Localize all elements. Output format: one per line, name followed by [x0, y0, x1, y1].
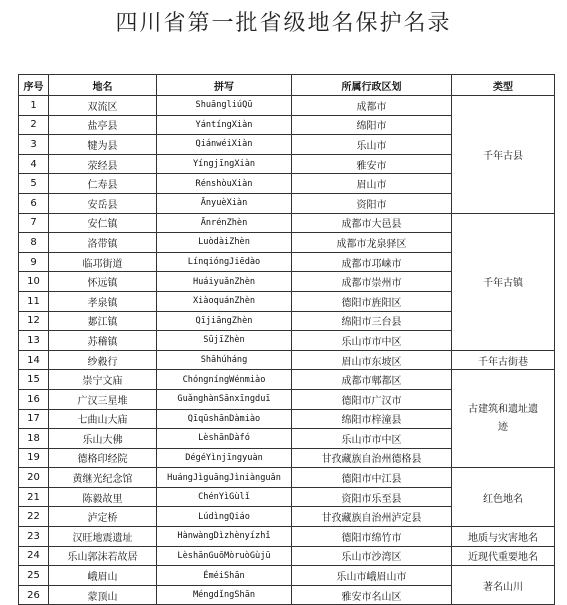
- place-pinyin: LúdìngQiáo: [157, 507, 292, 527]
- place-name: 乐山郭沫若故居: [49, 546, 157, 566]
- place-name: 蒙顶山: [49, 585, 157, 605]
- table-header-row: [19, 75, 555, 96]
- table-row: [19, 370, 555, 390]
- place-name: 陈毅故里: [49, 487, 157, 507]
- place-name: 安仁镇: [49, 213, 157, 233]
- place-name: 七曲山大庙: [49, 409, 157, 429]
- place-name: 盐亭县: [49, 115, 157, 135]
- row-number: 10: [19, 272, 49, 292]
- table-row: [19, 527, 555, 547]
- place-pinyin: LuòdàiZhèn: [157, 233, 292, 253]
- admin-region: 乐山市市中区: [292, 331, 452, 351]
- row-number: 1: [19, 96, 49, 116]
- admin-region: 雅安市: [292, 154, 452, 174]
- place-name: 纱縠行: [49, 350, 157, 370]
- place-pinyin: GuǎnghànSānxīngduī: [157, 389, 292, 409]
- place-pinyin: LèshānGuōMòruòGùjū: [157, 546, 292, 566]
- place-pinyin: Shāhúháng: [157, 350, 292, 370]
- place-name: 洛带镇: [49, 233, 157, 253]
- table-row: [19, 468, 555, 488]
- type-cell: 红色地名: [452, 468, 555, 527]
- place-name: 德格印经院: [49, 448, 157, 468]
- row-number: 22: [19, 507, 49, 527]
- place-name: 双流区: [49, 96, 157, 116]
- row-number: 9: [19, 252, 49, 272]
- place-pinyin: HuáiyuǎnZhèn: [157, 272, 292, 292]
- admin-region: 乐山市峨眉山市: [292, 566, 452, 586]
- row-number: 3: [19, 135, 49, 155]
- admin-region: 成都市郫都区: [292, 370, 452, 390]
- place-name: 黄继光纪念馆: [49, 468, 157, 488]
- admin-region: 德阳市旌阳区: [292, 291, 452, 311]
- admin-region: 成都市邛崃市: [292, 252, 452, 272]
- admin-region: 乐山市: [292, 135, 452, 155]
- place-pinyin: ChóngníngWénmiào: [157, 370, 292, 390]
- place-pinyin: HànwàngDìzhènyízhǐ: [157, 527, 292, 547]
- type-cell: 地质与灾害地名: [452, 527, 555, 547]
- row-number: 6: [19, 193, 49, 213]
- place-name-table: [18, 74, 555, 605]
- place-name: 犍为县: [49, 135, 157, 155]
- row-number: 12: [19, 311, 49, 331]
- admin-region: 乐山市市中区: [292, 429, 452, 449]
- place-name: 乐山大佛: [49, 429, 157, 449]
- place-pinyin: LèshānDàfó: [157, 429, 292, 449]
- row-number: 2: [19, 115, 49, 135]
- place-name: 崇宁文庙: [49, 370, 157, 390]
- header-pinyin: 拼写: [157, 75, 292, 96]
- admin-region: 成都市: [292, 96, 452, 116]
- place-pinyin: LínqióngJiēdào: [157, 252, 292, 272]
- row-number: 26: [19, 585, 49, 605]
- admin-region: 德阳市中江县: [292, 468, 452, 488]
- admin-region: 绵阳市三台县: [292, 311, 452, 331]
- table-row: [19, 350, 555, 370]
- place-pinyin: DégéYìnjīngyuàn: [157, 448, 292, 468]
- page-title: 四川省第一批省级地名保护名录: [115, 11, 452, 36]
- type-cell: 近现代重要地名: [452, 546, 555, 566]
- place-name: 泸定桥: [49, 507, 157, 527]
- admin-region: 甘孜藏族自治州泸定县: [292, 507, 452, 527]
- type-cell: 古建筑和遗址遗迹: [452, 370, 555, 468]
- admin-region: 雅安市名山区: [292, 585, 452, 605]
- admin-region: 乐山市沙湾区: [292, 546, 452, 566]
- admin-region: 甘孜藏族自治州德格县: [292, 448, 452, 468]
- row-number: 11: [19, 291, 49, 311]
- row-number: 14: [19, 350, 49, 370]
- table-row: [19, 566, 555, 586]
- place-pinyin: YíngjīngXiàn: [157, 154, 292, 174]
- row-number: 23: [19, 527, 49, 547]
- place-name: 汉旺地震遗址: [49, 527, 157, 547]
- admin-region: 德阳市绵竹市: [292, 527, 452, 547]
- row-number: 15: [19, 370, 49, 390]
- admin-region: 德阳市广汉市: [292, 389, 452, 409]
- place-pinyin: ĀnrénZhèn: [157, 213, 292, 233]
- admin-region: 眉山市: [292, 174, 452, 194]
- place-pinyin: QīqūshānDàmiào: [157, 409, 292, 429]
- table-row: [19, 546, 555, 566]
- type-cell: 千年古镇: [452, 213, 555, 350]
- place-name: 仁寿县: [49, 174, 157, 194]
- header-number: 序号: [19, 75, 49, 96]
- header-name: 地名: [49, 75, 157, 96]
- admin-region: 资阳市: [292, 193, 452, 213]
- place-name: 苏稽镇: [49, 331, 157, 351]
- row-number: 25: [19, 566, 49, 586]
- place-pinyin: ShuāngliúQū: [157, 96, 292, 116]
- row-number: 5: [19, 174, 49, 194]
- row-number: 8: [19, 233, 49, 253]
- admin-region: 眉山市东坡区: [292, 350, 452, 370]
- row-number: 7: [19, 213, 49, 233]
- type-cell: 著名山川: [452, 566, 555, 605]
- admin-region: 绵阳市梓潼县: [292, 409, 452, 429]
- row-number: 17: [19, 409, 49, 429]
- type-cell: 千年古街巷: [452, 350, 555, 370]
- row-number: 19: [19, 448, 49, 468]
- row-number: 13: [19, 331, 49, 351]
- place-pinyin: ĀnyuèXiàn: [157, 193, 292, 213]
- row-number: 21: [19, 487, 49, 507]
- place-pinyin: RénshòuXiàn: [157, 174, 292, 194]
- place-name: 广汉三星堆: [49, 389, 157, 409]
- place-pinyin: HuángJìguāngJìniànguǎn: [157, 468, 292, 488]
- type-cell: 千年古县: [452, 96, 555, 214]
- row-number: 20: [19, 468, 49, 488]
- place-pinyin: ChénYìGùlǐ: [157, 487, 292, 507]
- place-pinyin: SūjīZhèn: [157, 331, 292, 351]
- place-pinyin: QiánwéiXiàn: [157, 135, 292, 155]
- place-name: 孝泉镇: [49, 291, 157, 311]
- place-name: 安岳县: [49, 193, 157, 213]
- table-row: [19, 96, 555, 116]
- row-number: 18: [19, 429, 49, 449]
- admin-region: 成都市龙泉驿区: [292, 233, 452, 253]
- place-pinyin: YántíngXiàn: [157, 115, 292, 135]
- admin-region: 成都市大邑县: [292, 213, 452, 233]
- admin-region: 成都市崇州市: [292, 272, 452, 292]
- row-number: 4: [19, 154, 49, 174]
- row-number: 24: [19, 546, 49, 566]
- place-name: 峨眉山: [49, 566, 157, 586]
- place-name: 荥经县: [49, 154, 157, 174]
- table-body: [19, 96, 555, 605]
- admin-region: 绵阳市: [292, 115, 452, 135]
- place-name: 临邛街道: [49, 252, 157, 272]
- table-row: [19, 213, 555, 233]
- header-region: 所属行政区划: [292, 75, 452, 96]
- header-type: 类型: [452, 75, 555, 96]
- admin-region: 资阳市乐至县: [292, 487, 452, 507]
- place-pinyin: MéngdǐngShān: [157, 585, 292, 605]
- place-pinyin: XiàoquánZhèn: [157, 291, 292, 311]
- row-number: 16: [19, 389, 49, 409]
- place-name: 怀远镇: [49, 272, 157, 292]
- place-pinyin: ÉméiShān: [157, 566, 292, 586]
- place-pinyin: QījiāngZhèn: [157, 311, 292, 331]
- place-name: 郪江镇: [49, 311, 157, 331]
